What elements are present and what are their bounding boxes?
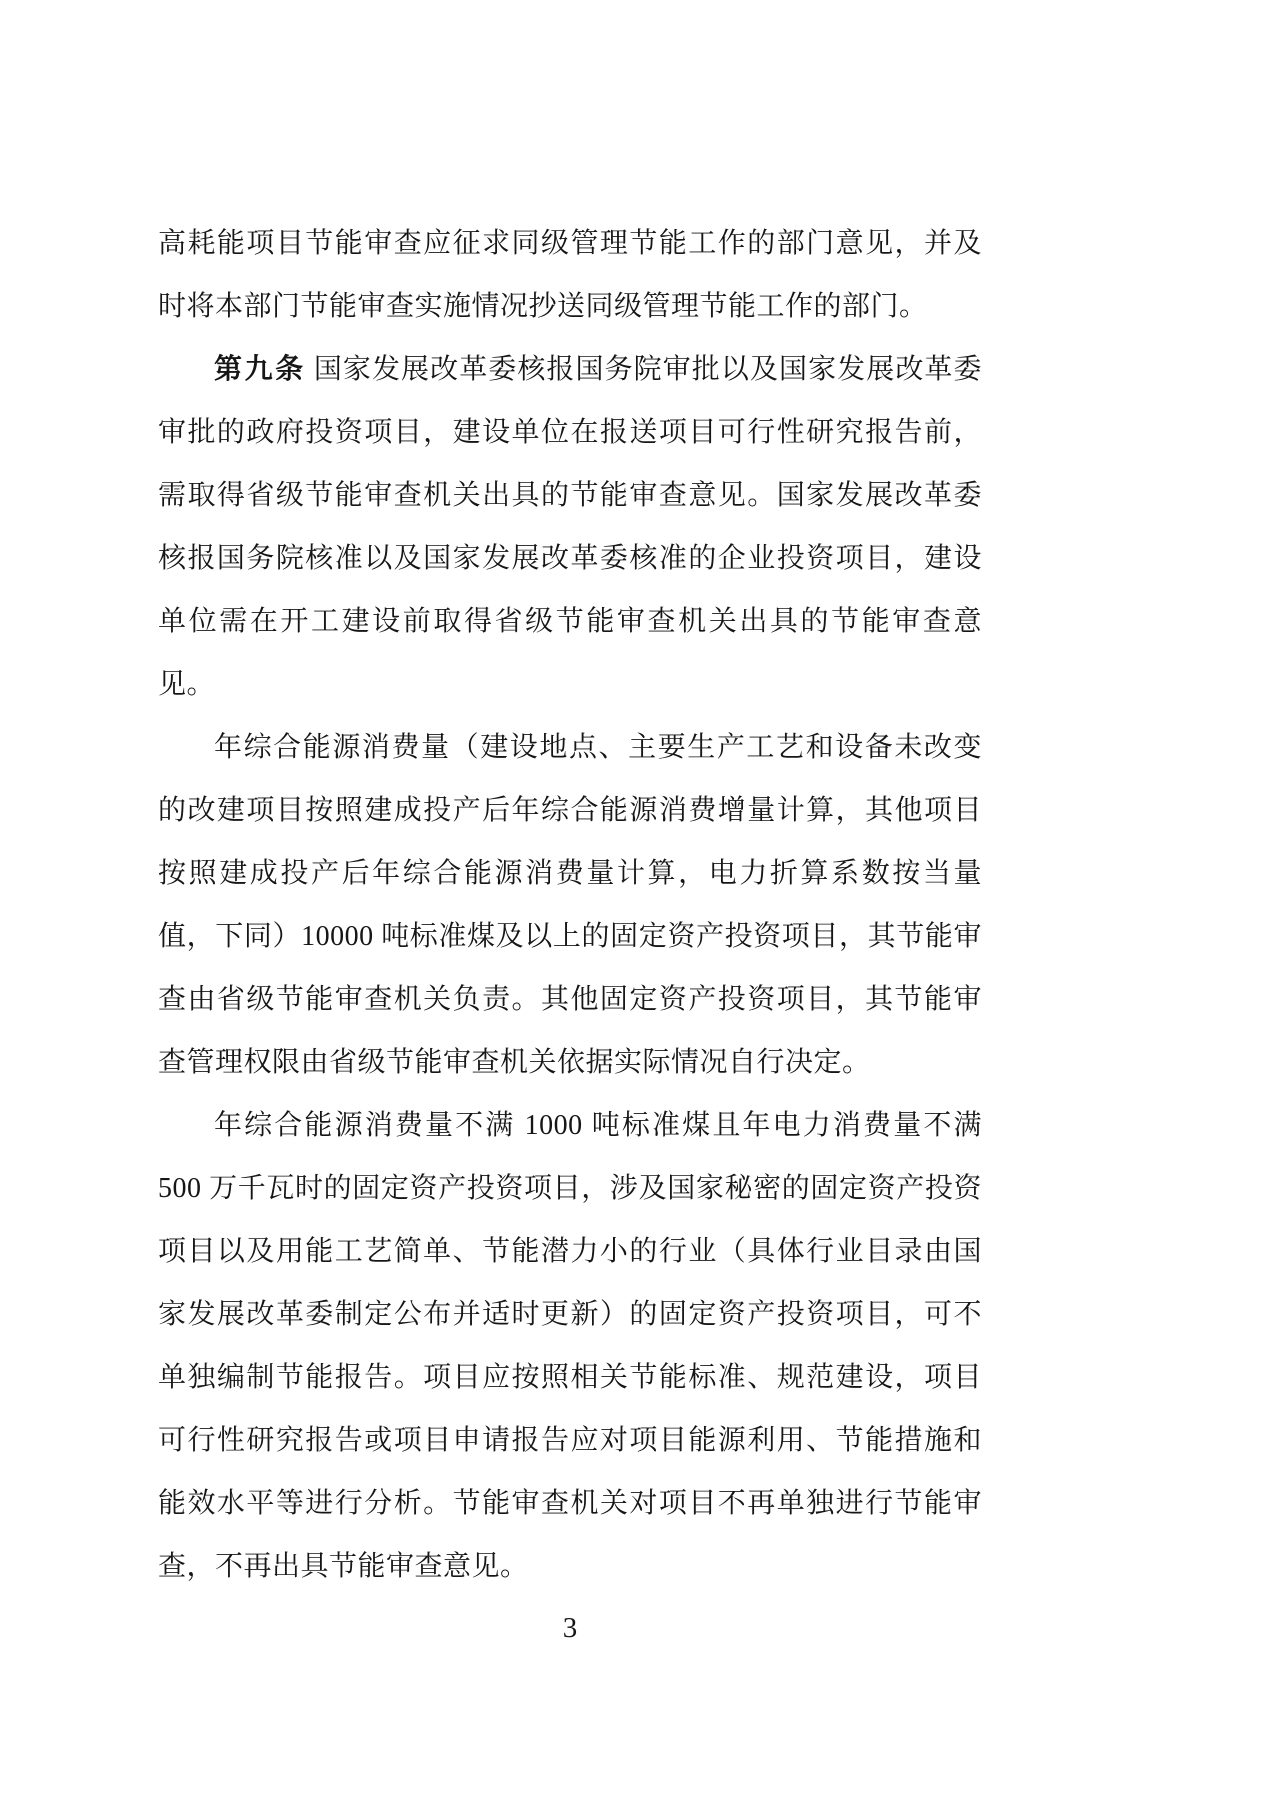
text-line: 时将本部门节能审查实施情况抄送同级管理节能工作的部门。 bbox=[158, 291, 928, 322]
text-line: 见。 bbox=[158, 669, 216, 700]
text-line: 审批的政府投资项目，建设单位在报送项目可行性研究报告前， bbox=[158, 417, 982, 448]
text-line bbox=[158, 338, 982, 401]
body-text bbox=[158, 212, 982, 1598]
page-number: 3 bbox=[562, 1612, 578, 1644]
paragraph bbox=[158, 212, 982, 338]
text-line: 按照建成投产后年综合能源消费量计算，电力折算系数按当量 bbox=[158, 858, 982, 889]
text-line: 值，下同）10000 吨标准煤及以上的固定资产投资项目，其节能审 bbox=[158, 921, 982, 952]
text-line: 查由省级节能审查机关负责。其他固定资产投资项目，其节能审 bbox=[158, 984, 982, 1015]
article-9-label: 第九条 bbox=[214, 354, 306, 385]
text-line: 核报国务院核准以及国家发展改革委核准的企业投资项目，建设 bbox=[158, 543, 982, 574]
text-line: 单位需在开工建设前取得省级节能审查机关出具的节能审查意 bbox=[158, 606, 982, 637]
text-line: 家发展改革委制定公布并适时更新）的固定资产投资项目，可不 bbox=[158, 1299, 982, 1330]
text-line: 的改建项目按照建成投产后年综合能源消费增量计算，其他项目 bbox=[158, 795, 982, 826]
paragraph bbox=[158, 338, 982, 716]
text-line: 年综合能源消费量（建设地点、主要生产工艺和设备未改变 bbox=[214, 732, 982, 763]
text-line: 查，不再出具节能审查意见。 bbox=[158, 1551, 529, 1582]
text-line: 年综合能源消费量不满 1000 吨标准煤且年电力消费量不满 bbox=[214, 1110, 982, 1141]
text-line: 单独编制节能报告。项目应按照相关节能标准、规范建设，项目 bbox=[158, 1362, 982, 1393]
text-line-rest: 国家发展改革委核报国务院审批以及国家发展改革委 bbox=[313, 354, 982, 385]
text-line: 项目以及用能工艺简单、节能潜力小的行业（具体行业目录由国 bbox=[158, 1236, 982, 1267]
paragraph bbox=[158, 1094, 982, 1598]
text-line: 500 万千瓦时的固定资产投资项目，涉及国家秘密的固定资产投资 bbox=[158, 1173, 982, 1204]
text-line: 需取得省级节能审查机关出具的节能审查意见。国家发展改革委 bbox=[158, 480, 982, 511]
text-line: 可行性研究报告或项目申请报告应对项目能源利用、节能措施和 bbox=[158, 1425, 982, 1456]
paragraph bbox=[158, 716, 982, 1094]
text-line: 能效水平等进行分析。节能审查机关对项目不再单独进行节能审 bbox=[158, 1488, 982, 1519]
text-line: 高耗能项目节能审查应征求同级管理节能工作的部门意见，并及 bbox=[158, 228, 982, 259]
text-line: 查管理权限由省级节能审查机关依据实际情况自行决定。 bbox=[158, 1047, 871, 1078]
